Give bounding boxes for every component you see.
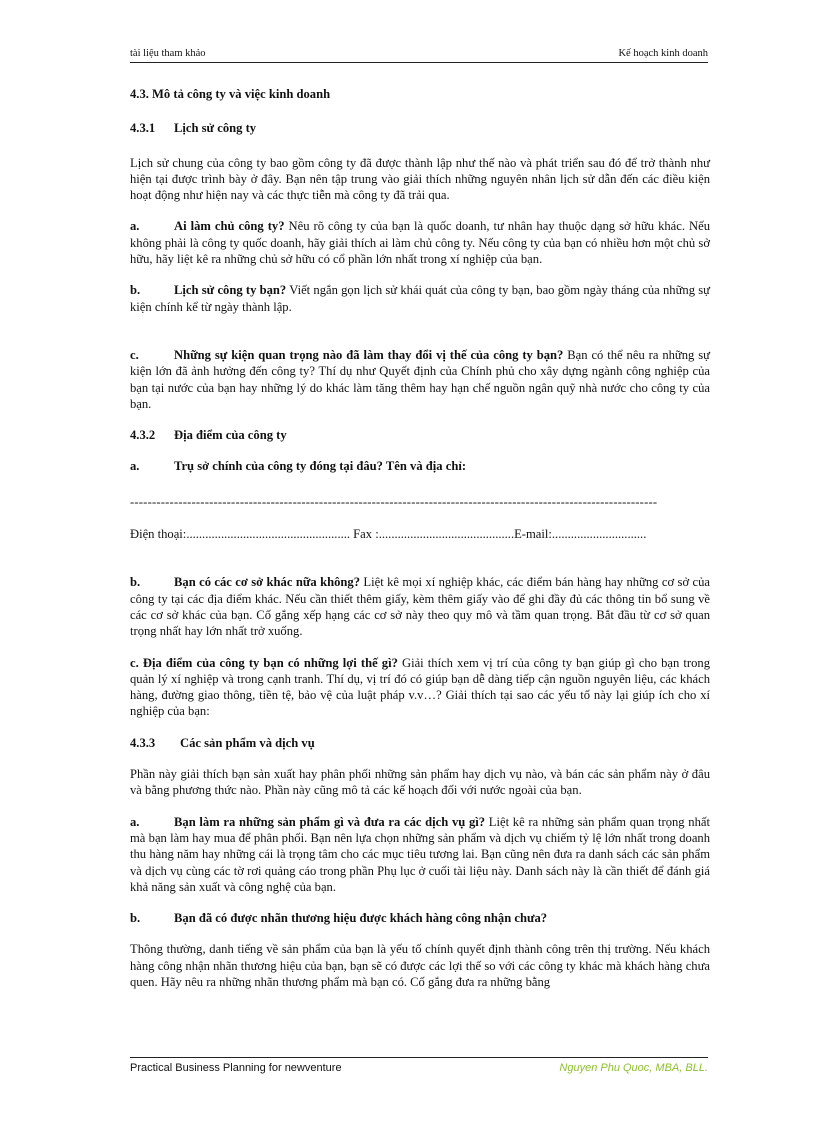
phone-label: Điện thoại: [130,527,187,542]
section-4-3-title: 4.3. Mô tả công ty và việc kinh doanh [130,87,331,101]
question-key-events [130,347,710,412]
document-body [130,86,710,990]
contact-fill-line [130,526,710,542]
section-4-3-2-heading [130,427,710,443]
question-owner [130,218,710,267]
question-text: c. Địa điểm của công ty bạn có những lợi thế gì? [130,655,398,670]
fax-field: ........................................... [378,527,515,542]
item-label: c. [130,347,139,362]
page-header [130,46,708,63]
item-label: a. [130,814,140,829]
fax-label: Fax : [350,527,379,542]
section-title: Các sản phẩm và dịch vụ [180,735,315,750]
question-description: Nêu rõ công ty của bạn là quốc doanh, tư nhân hay thuộc dạng sở hữu khác. Nếu không phải là công ty quốc doanh, hãy giải thích ai làm chủ công ty. Nếu công ty của bạn có nhiều hơn một chủ sở hữu, hãy liệt kê ra những chủ sở hữu có cổ phần lớn nhất trong xí nghiệp của bạn. [130,219,711,267]
question-text: Trụ sở chính của công ty đóng tại đâu? Tên và địa chỉ: [174,459,467,474]
item-label: b. [130,575,141,590]
section-number: 4.3.2 [130,428,156,443]
question-description: Bạn có thể nêu ra những sự kiện lớn đã ảnh hưởng đến công ty? Thí dụ như Quyết định của Chính phủ cho xây dựng ngành công nghiệp của bạn tại nước của bạn hay những lý do khác làm tăng thêm hay hạn chế nguồn ngân quỹ nhà nước cho công ty của bạn. [130,347,710,411]
question-text: Bạn có các cơ sở khác nữa không? [174,575,361,590]
brand-description: Thông thường, danh tiếng về sản phẩm của bạn là yếu tố chính quyết định thành công trên thị trường. Nếu khách hàng công nhận nhãn thương hiệu của bạn, bạn sẽ có được các lợi thế so với các công ty khác mà khách hàng chưa quen. Hãy nêu ra những nhãn thương phẩm mà bạn có. Cố gắng đưa ra những bằng [130,942,710,989]
address-fill-line: ------------------------------------------------------------------------------------------------------------------------ [130,494,658,509]
question-text: Những sự kiện quan trọng nào đã làm thay đổi vị thế của công ty bạn? [174,347,564,362]
footer-author: Nguyen Phu Quoc, MBA, BLL. [559,1062,708,1074]
email-label: E-mail: [514,527,552,542]
company-history-intro: Lịch sử chung của công ty bao gồm công ty đã được thành lập như thế nào và phát triển sau đó để trở thành như hiện tại được trình bày ở đây. Bạn nên tập trung vào giải thích những nguyên nhân lịch sử dẫn đến các điều kiện hoạt động như hiện nay và các thực tiễn mà công ty đã trải qua. [130,155,710,203]
question-description: Viết ngắn gọn lịch sử khái quát của công ty bạn, bao gồm ngày tháng của những sự kiện chính kể từ ngày thành lập. [130,283,710,314]
section-title: Lịch sử công ty [174,121,257,136]
question-brand [130,910,710,926]
section-4-3-1-heading [130,120,710,136]
email-field: .............................. [551,527,647,542]
item-label: a. [130,219,140,234]
header-right-text: Kế hoạch kinh doanh [618,48,708,59]
question-text: Bạn làm ra những sản phẩm gì và đưa ra các dịch vụ gì? [174,814,486,829]
section-4-3-3-heading [130,735,710,751]
phone-field: .................................................... [186,527,351,542]
question-description: Liệt kê ra những sản phẩm quan trọng nhất mà bạn làm hay mua để phân phối. Bạn nên lựa chọn những sản phẩm và dịch vụ chiếm tỷ lệ lớn nhất trong doanh thu hàng năm hay những cái là trọng tâm cho các mục tiêu tương lai. Bạn cũng nên đưa ra danh sách các sản phẩm và dịch vụ cùng các tờ rơi quảng cáo trong phần Phụ lục ở cuối tài liệu này. Danh sách này là cần thiết để đánh giá khả năng sản xuất và công nghệ của bạn. [130,814,710,894]
question-history [130,282,710,315]
question-text: Bạn đã có được nhãn thương hiệu được khách hàng công nhận chưa? [174,911,548,926]
question-headquarters [130,458,710,474]
section-number: 4.3.3 [130,735,156,750]
section-title: Địa điểm của công ty [174,428,287,443]
item-label: a. [130,459,140,474]
question-location-advantages [130,655,710,720]
item-label: b. [130,911,141,926]
footer-left-text: Practical Business Planning for newventure [130,1062,342,1074]
products-intro: Phần này giải thích bạn sản xuất hay phân phối những sản phẩm hay dịch vụ nào, và bán các sản phẩm này ở đâu và bằng phương thức nào. Phần này cũng mô tả các kế hoạch đối với nước ngoài của bạn. [130,767,710,798]
question-text: Ai làm chủ công ty? [174,219,285,234]
question-description: Liệt kê mọi xí nghiệp khác, các điểm bán hàng hay những cơ sở của công ty tại các địa điểm khác. Nếu cần thiết thêm giấy, kèm thêm giấy vào để ghi đầy đủ các thông tin bổ sung về các cơ sở khác của bạn. Cố gắng xếp hạng các cơ sở này theo quy mô và tầm quan trọng. Bắt đầu từ cơ sở quan trọng nhất hay lớn nhất trở xuống. [130,575,710,639]
item-label: b. [130,283,141,298]
page-footer [130,1057,708,1074]
question-text: Lịch sử công ty bạn? [174,283,287,298]
question-other-facilities [130,574,710,639]
header-left-text: tài liệu tham khảo [130,48,206,59]
question-description: Giải thích xem vị trí của công ty bạn giúp gì cho bạn trong quản lý xí nghiệp và trong cạnh tranh. Thí dụ, vị trí đó có giúp bạn dễ dàng tiếp cận nguồn nguyên liệu, các khách hàng, đường giao thông, tiền tệ, bảo vệ của luật pháp v.v…? Giải thích tại sao các yếu tố này lại giúp ích cho xí nghiệp của bạn: [130,655,711,719]
section-number: 4.3.1 [130,121,156,136]
question-products [130,814,710,895]
